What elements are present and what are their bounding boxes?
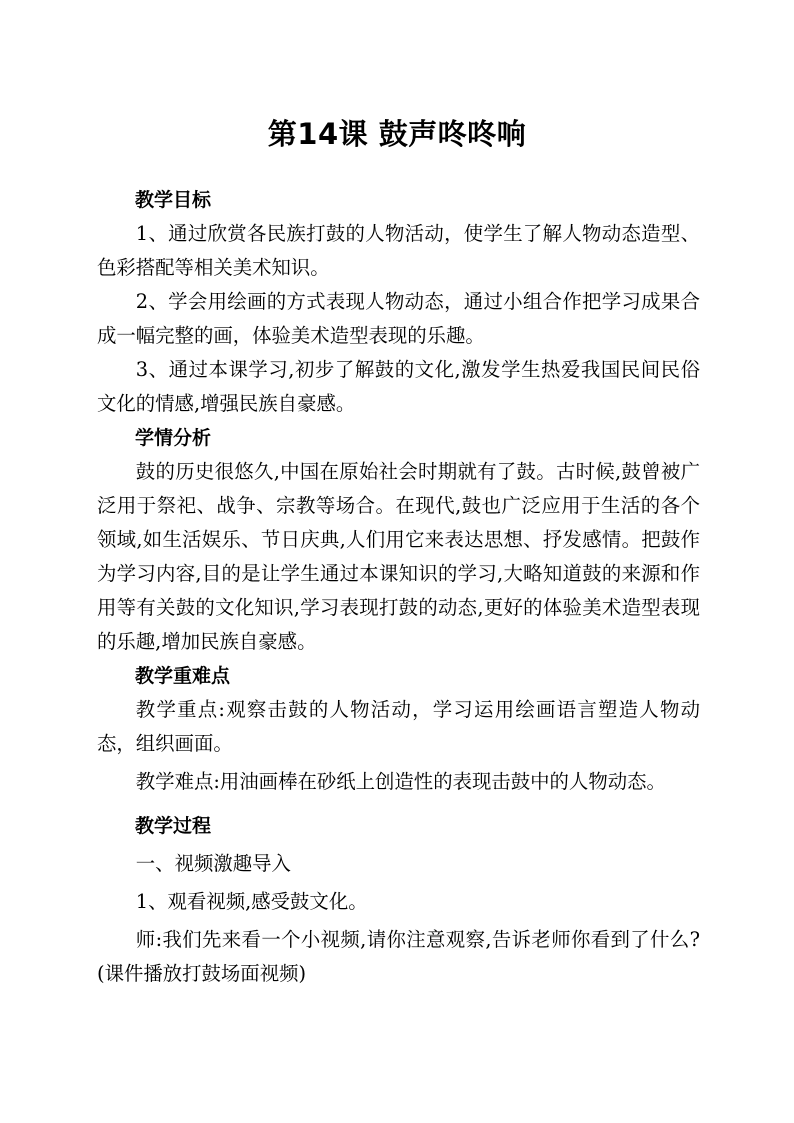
objective-3: 3、通过本课学习,初步了解鼓的文化,激发学生热爱我国民间民俗文化的情感,增强民族自豪感。 [97, 358, 700, 415]
analysis-paragraph: 鼓的历史很悠久,中国在原始社会时期就有了鼓。古时候,鼓曾被广泛用于祭祀、战争、宗教等场合。在现代,鼓也广泛应用于生活的各个领域,如生活娱乐、节日庆典,人们用它来表达思想、抒发感情。把鼓作为学习内容,目的是让学生通过本课知识的学习,大略知道鼓的来源和作用等有关鼓的文化知识,学习表现打鼓的动态,更好的体验美术造型表现的乐趣,增加民族自豪感。 [97, 460, 700, 653]
lesson-title: 第14课 鼓声咚咚响 [267, 117, 527, 151]
objective-2: 2、学会用绘画的方式表现人物动态，通过小组合作把学习成果合成一幅完整的画，体验美术造型表现的乐趣。 [97, 290, 700, 347]
process-step-3: 师:我们先来看一个小视频,请你注意观察,告诉老师你看到了什么?(课件播放打鼓场面视频) [97, 928, 700, 985]
key-point-paragraph: 教学重点:观察击鼓的人物活动，学习运用绘画语言塑造人物动态，组织画面。 [97, 698, 700, 755]
difficult-point-paragraph: 教学难点:用油画棒在砂纸上创造性的表现击鼓中的人物动态。 [135, 770, 666, 793]
process-heading: 教学过程 [135, 815, 212, 837]
objective-1: 1、通过欣赏各民族打鼓的人物活动，使学生了解人物动态造型、色彩搭配等相关美术知识。 [97, 222, 700, 279]
lesson-content [97, 183, 700, 991]
objectives-heading: 教学目标 [135, 189, 212, 211]
analysis-heading: 学情分析 [135, 427, 212, 449]
key-points-heading: 教学重难点 [135, 665, 231, 687]
process-step-1: 一、视频激趣导入 [135, 852, 291, 875]
process-step-2: 1、观看视频,感受鼓文化。 [135, 890, 368, 913]
